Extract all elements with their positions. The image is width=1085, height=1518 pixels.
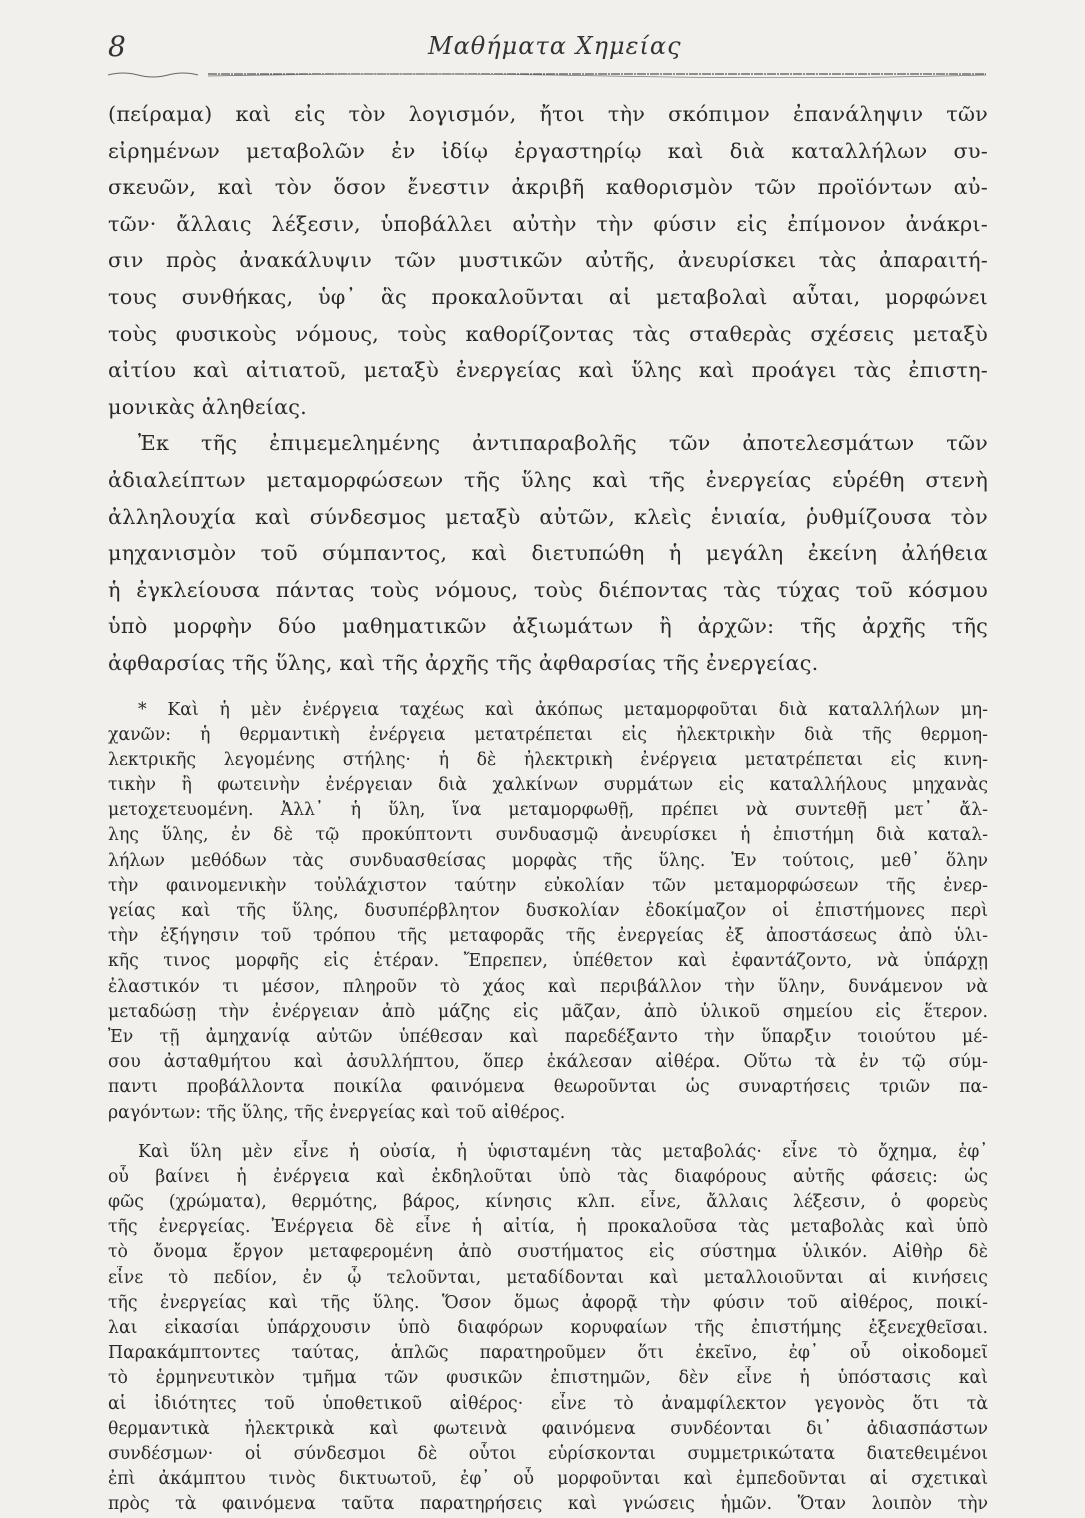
text-line: σκευῶν, καὶ τὸν ὅσον ἔνεστιν ἀκριβῆ καθορισμὸν τῶν προϊόντων αὐ- bbox=[108, 175, 988, 200]
text-line: Ἐκ τῆς ἐπιμεμελημένης ἀντιπαραβολῆς τῶν ἀποτελεσμάτων τῶν bbox=[138, 431, 988, 456]
text-line: φῶς (χρώματα), θερμότης, βάρος, κίνησις κλπ. εἶνε, ἄλλαις λέξεσιν, ὁ φορεὺς bbox=[108, 1192, 988, 1213]
footnote-line: λήλων μεθόδων τὰς συνδυασθείσας μορφὰς τῆς ὕλης. Ἐν τούτοις, μεθ᾽ ὅλην bbox=[108, 850, 988, 871]
text-line: τὸ ὄνομα ἔργον μεταφερομένη ἀπὸ συστήματος εἰς σύστημα ὑλικόν. Αἰθὴρ δὲ bbox=[108, 1242, 988, 1263]
text-line: οὗ βαίνει ἡ ἐνέργεια καὶ ἐκδηλοῦται ὑπὸ τὰς διαφόρους αὐτῆς φάσεις: ὡς bbox=[108, 1166, 988, 1187]
footnote-line: μεταδώσῃ τὴν ἐνέργειαν ἀπὸ μάζης εἰς μᾶζαν, ἀπὸ ὑλικοῦ σημείου εἰς ἕτερον. bbox=[108, 1001, 988, 1022]
footnote-line: γείας καὶ τῆς ὕλης, δυσυπέρβλητον δυσκολίαν ἐδοκίμαζον οἱ ἐπιστήμονες περὶ bbox=[108, 901, 988, 921]
text-line: αἰτίου καὶ αἰτιατοῦ, μεταξὺ ἐνεργείας καὶ ὕλης καὶ προάγει τὰς ἐπιστη- bbox=[108, 358, 988, 383]
text-line: τῆς ἐνεργείας. Ἐνέργεια δὲ εἶνε ἡ αἰτία, ἡ προκαλοῦσα τὰς μεταβολὰς καὶ ὑπὸ bbox=[108, 1217, 988, 1238]
paragraph-3 bbox=[108, 1140, 988, 1518]
page-content bbox=[108, 96, 988, 1518]
text-line: Παρακάμπτοντες ταύτας, ἁπλῶς παρατηροῦμεν ὅτι ἐκεῖνο, ἐφ᾽ οὗ οἰκοδομεῖ bbox=[108, 1343, 988, 1364]
text-line: (πείραμα) καὶ εἰς τὸν λογισμόν, ἤτοι τὴν σκόπιμον ἐπανάληψιν τῶν bbox=[108, 102, 988, 126]
footnote-line: * Καὶ ἡ μὲν ἐνέργεια ταχέως καὶ ἀκόπως μεταμορφοῦται διὰ καταλλήλων μη- bbox=[138, 699, 988, 720]
footnote-line: ραγόντων: τῆς ὕλης, τῆς ἐνεργείας καὶ τοῦ αἰθέρος. bbox=[108, 1102, 566, 1123]
text-line: θερμαντικὰ ἠλεκτρικὰ καὶ φωτεινὰ φαινόμενα συνδέονται δι᾽ ἀδιασπάστων bbox=[108, 1418, 988, 1439]
spacer bbox=[108, 682, 988, 698]
page-header bbox=[108, 30, 988, 66]
footnote-line: σου ἀσταθμήτου καὶ ἀσυλλήπτου, ὅπερ ἐκάλεσαν αἰθέρα. Οὕτω τὰ ἐν τῷ σύμ- bbox=[108, 1052, 988, 1073]
text-line: τοὺς φυσικοὺς νόμους, τοὺς καθορίζοντας τὰς σταθερὰς σχέσεις μεταξὺ bbox=[108, 321, 988, 346]
footnote-line: παντι προβάλλοντα ποικίλα φαινόμενα θεωροῦνται ὡς συναρτήσεις τριῶν πα- bbox=[108, 1077, 988, 1098]
footnote-line: χανῶν: ἡ θερμαντικὴ ἐνέργεια μετατρέπεται εἰς ἠλεκτρικὴν διὰ τῆς θερμοη- bbox=[108, 724, 988, 745]
text-line: τῶν· ἄλλαις λέξεσιν, ὑποβάλλει αὐτὴν τὴν φύσιν εἰς ἐπίμονον ἀνάκρι- bbox=[108, 211, 988, 236]
footnote-line: τικὴν ἢ φωτεινὴν ἐνέργειαν διὰ χαλκίνων συρμάτων εἰς καταλλήλους μηχανὰς bbox=[108, 775, 988, 796]
text-line: τους συνθήκας, ὑφ᾽ ἃς προκαλοῦνται αἱ μεταβολαὶ αὗται, μορφώνει bbox=[108, 284, 988, 309]
running-title: Μαθήματα Χημείας bbox=[428, 32, 682, 60]
text-line: συνδέσμων· οἱ σύνδεσμοι δὲ οὗτοι εὑρίσκονται συμμετρικώτατα διατεθειμένοι bbox=[108, 1443, 988, 1464]
text-line: λαι εἰκασίαι ὑπάρχουσιν ὑπὸ διαφόρων κορυφαίων τῆς ἐπιστήμης ἐξενεχθεῖσαι. bbox=[108, 1318, 988, 1338]
text-line: ἀδιαλείπτων μεταμορφώσεων τῆς ὕλης καὶ τῆς ἐνεργείας εὑρέθη στενὴ bbox=[108, 467, 988, 492]
text-line: εἰρημένων μεταβολῶν ἐν ἰδίῳ ἐργαστηρίῳ καὶ διὰ καταλλήλων συ- bbox=[108, 138, 988, 163]
text-line: σιν πρὸς ἀνακάλυψιν τῶν μυστικῶν αὐτῆς, ἀνευρίσκει τὰς ἀπαραιτή- bbox=[108, 248, 988, 273]
footnote-line: μετοχετευομένη. Ἀλλ᾽ ἡ ὕλη, ἵνα μεταμορφωθῇ, πρέπει νὰ συντεθῇ μετ᾽ ἄλ- bbox=[108, 800, 988, 821]
text-line: ἡ ἐγκλείουσα πάντας τοὺς νόμους, τοὺς διέποντας τὰς τύχας τοῦ κόσμου bbox=[108, 577, 988, 602]
footnote bbox=[108, 698, 988, 1126]
text-line: ἐπὶ ἀκάμπτου τινὸς δικτυωτοῦ, ἐφ᾽ οὗ μορφοῦνται καὶ ἐμπεδοῦνται αἱ σχετικαὶ bbox=[108, 1469, 988, 1490]
footnote-line: λεκτρικῆς λεγομένης στήλης· ἡ δὲ ἠλεκτρικὴ ἐνέργεια μετατρέπεται εἰς κινη- bbox=[108, 749, 988, 770]
text-line: μηχανισμὸν τοῦ σύμπαντος, καὶ διετυπώθη ἡ μεγάλη ἐκείνη ἀλήθεια bbox=[108, 541, 988, 566]
spacer bbox=[108, 1126, 988, 1140]
text-line: αἱ ἰδιότητες τοῦ ὑποθετικοῦ αἰθέρος· εἶνε τὸ ἀναμφίλεκτον γεγονὸς ὅτι τὰ bbox=[108, 1393, 988, 1414]
footnote-line: κῆς τινος μορφῆς εἰς ἑτέραν. Ἔπρεπεν, ὑπέθετον καὶ ἐφαντάζοντο, νὰ ὑπάρχῃ bbox=[108, 951, 988, 972]
text-line: πρὸς τὰ φαινόμενα ταῦτα παρατηρήσεις καὶ γνώσεις ἡμῶν. Ὅταν λοιπὸν τὴν bbox=[108, 1494, 988, 1515]
text-line: ἀλληλουχία καὶ σύνδεσμος μεταξὺ αὐτῶν, κλεὶς ἑνιαία, ῥυθμίζουσα τὸν bbox=[108, 504, 988, 529]
text-line: τὸ ἑρμηνευτικὸν τμῆμα τῶν φυσικῶν ἐπιστημῶν, δὲν εἶνε ἡ ὑπόστασις καὶ bbox=[108, 1368, 988, 1389]
text-line: ἀφθαρσίας τῆς ὕλης, καὶ τῆς ἀρχῆς τῆς ἀφθαρσίας τῆς ἐνεργείας. bbox=[108, 650, 819, 675]
text-line: εἶνε τὸ πεδίον, ἐν ᾧ τελοῦνται, μεταδίδονται καὶ μεταλλοιοῦνται αἱ κινήσεις bbox=[108, 1267, 988, 1288]
text-line: μονικὰς ἀληθείας. bbox=[108, 394, 307, 419]
footnote-line: λης ὕλης, ἐν δὲ τῷ προκύπτοντι συνδυασμῷ ἀνευρίσκει ἡ ἐπιστήμη διὰ καταλ- bbox=[108, 825, 988, 846]
paragraph-1 bbox=[108, 96, 988, 425]
footnote-line: Ἐν τῇ ἀμηχανίᾳ αὐτῶν ὑπέθεσαν καὶ παρεδέξαντο τὴν ὕπαρξιν τοιούτου μέ- bbox=[108, 1026, 988, 1047]
text-line: Καὶ ὕλη μὲν εἶνε ἡ οὐσία, ἡ ὑφισταμένη τὰς μεταβολάς· εἶνε τὸ ὄχημα, ἐφ᾽ bbox=[138, 1141, 988, 1162]
footnote-line: ἐλαστικόν τι μέσον, πληροῦν τὸ χάος καὶ περιβάλλον τὴν ὕλην, δυνάμενον νὰ bbox=[108, 976, 988, 997]
text-line: τῆς ἐνεργείας καὶ τῆς ὕλης. Ὅσον ὅμως ἀφορᾷ τὴν φύσιν τοῦ αἰθέρος, ποικί- bbox=[108, 1292, 988, 1313]
paragraph-2 bbox=[108, 425, 988, 681]
page-number: 8 bbox=[108, 30, 126, 63]
footnote-line: τὴν φαινομενικὴν τοὐλάχιστον ταύτην εὐκολίαν τῶν μεταμορφώσεων τῆς ἐνερ- bbox=[108, 875, 988, 896]
text-line: ὑπὸ μορφὴν δύο μαθηματικῶν ἀξιωμάτων ἢ ἀρχῶν: τῆς ἀρχῆς τῆς bbox=[108, 614, 988, 639]
footnote-line: τὴν ἐξήγησιν τοῦ τρόπου τῆς μεταφορᾶς τῆς ἐνεργείας ἐξ ἀποστάσεως ἀπὸ ὑλι- bbox=[108, 926, 988, 947]
header-rule bbox=[108, 70, 986, 78]
